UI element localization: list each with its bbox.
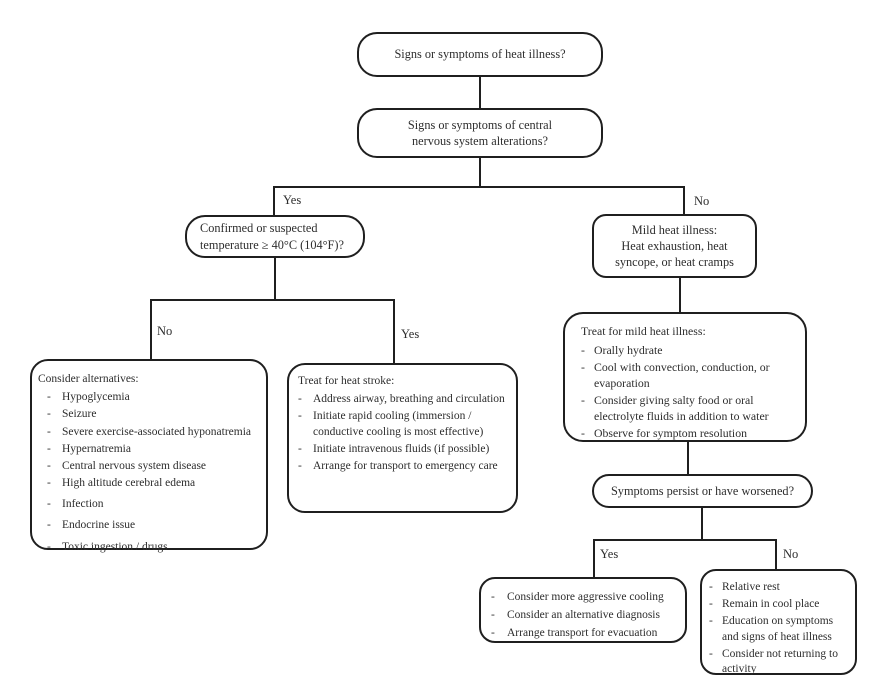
node-consider-alternatives (30, 359, 268, 553)
edge-label-persist-yes: Yes (600, 547, 619, 561)
dash-bullet: - (581, 360, 585, 375)
dash-bullet: - (581, 342, 585, 357)
edge-label-cns-no: No (694, 194, 710, 208)
node-symptoms-persist (592, 474, 813, 508)
node-title: Treat for mild heat illness: (581, 324, 706, 338)
dash-bullet: - (491, 609, 495, 622)
dash-bullet: - (491, 627, 495, 640)
dash-bullet: - (709, 598, 713, 611)
dash-bullet: - (47, 459, 51, 472)
list-item: - High altitude cerebral edema (38, 476, 260, 491)
list-item: - Arrange transport for evacuation (491, 626, 680, 641)
dash-bullet: - (709, 647, 713, 660)
list-item: - Endocrine issue (38, 518, 260, 533)
node-mild-heat-illness (592, 214, 757, 278)
edge-label-cns-yes: Yes (283, 193, 302, 207)
node-text: temperature ≥ 40°C (104°F)? (200, 237, 344, 252)
list-item: - Infection (38, 497, 260, 512)
dash-bullet: - (581, 426, 585, 441)
list-item: - Consider more aggressive cooling (491, 590, 680, 605)
list-item: - Arrange for transport to emergency care (298, 459, 511, 474)
node-text: Confirmed or suspected (200, 221, 318, 236)
list-item: - Relative rest (709, 580, 851, 595)
list-item: - Central nervous system disease (38, 459, 260, 474)
edge-label-temp-no: No (157, 324, 173, 338)
dash-bullet: - (709, 581, 713, 593)
dash-bullet: - (47, 425, 51, 438)
dash-bullet: - (47, 519, 51, 532)
connector-no-to-rest (775, 539, 777, 569)
node-signs-heat-illness (357, 32, 603, 77)
dash-bullet: - (491, 591, 495, 603)
node-text: Signs or symptoms of heat illness? (394, 47, 566, 62)
node-text: Heat exhaustion, heat syncope, or heat cramps (615, 238, 734, 270)
list-item: - Initiate intravenous fluids (if possible) (298, 442, 511, 457)
edge-label-temp-yes: Yes (401, 327, 420, 341)
list-item: - Orally hydrate (581, 342, 663, 357)
list-item: - Consider giving salty food or oral electrolyte fluids in addition to water (581, 393, 769, 423)
list-item: - Consider not returning to activity (709, 647, 851, 677)
connector-persist-down (701, 508, 703, 541)
list-item: - Address airway, breathing and circulation (298, 392, 511, 407)
connector-temperature-split (150, 299, 395, 301)
node-temperature-question (185, 215, 365, 258)
connector-yes-to-heat-stroke (393, 299, 395, 363)
connector-temperature-down (274, 258, 276, 301)
list-item: - Severe exercise-associated hyponatremia (38, 425, 260, 440)
list-item: - Hypernatremia (38, 442, 260, 457)
list-item: - Consider an alternative diagnosis (491, 608, 680, 623)
node-treat-mild-heat-illness (563, 312, 807, 442)
node-aggressive-cooling (479, 577, 687, 643)
dash-bullet: - (298, 442, 302, 455)
list-item: - Cool with convection, conduction, or evaporation (581, 360, 770, 390)
connector-yes-to-aggressive (593, 539, 595, 577)
edge-label-persist-no: No (783, 547, 799, 561)
connector-heat-to-cns (479, 77, 481, 108)
node-text: Signs or symptoms of central (407, 117, 553, 132)
dash-bullet: - (298, 459, 302, 472)
node-title: Consider alternatives: (38, 373, 139, 385)
node-text: Mild heat illness: (631, 222, 718, 237)
list-item: - Initiate rapid cooling (immersion / conductive cooling is most effective) (298, 409, 511, 439)
node-text: Symptoms persist or have worsened? (610, 483, 795, 498)
dash-bullet: - (47, 408, 51, 421)
dash-bullet: - (298, 393, 302, 406)
connector-yes-to-temperature (273, 186, 275, 215)
connector-no-to-alternatives (150, 299, 152, 359)
dash-bullet: - (581, 393, 585, 408)
list-item: - Observe for symptom resolution (581, 426, 748, 441)
list-item: - Hypoglycemia (38, 390, 260, 405)
list-item: - Education on symptoms and signs of heat illness (709, 614, 851, 644)
connector-mild-to-treatment (679, 278, 681, 312)
dash-bullet: - (47, 540, 51, 553)
list-item: - Toxic ingestion / drugs (38, 540, 260, 555)
connector-cns-down (479, 158, 481, 188)
node-signs-cns (357, 108, 603, 158)
node-relative-rest (700, 569, 857, 675)
list-item: - Seizure (38, 407, 260, 422)
node-title: Treat for heat stroke: (298, 375, 395, 387)
dash-bullet: - (47, 391, 51, 404)
connector-persist-split (593, 539, 777, 541)
connector-cns-split (273, 186, 685, 188)
dash-bullet: - (47, 477, 51, 490)
node-text: nervous system alterations? (412, 134, 548, 148)
dash-bullet: - (47, 498, 51, 511)
connector-treatment-to-persist (687, 442, 689, 474)
list-item: - Remain in cool place (709, 597, 851, 612)
dash-bullet: - (709, 615, 713, 628)
dash-bullet: - (298, 410, 302, 423)
connector-no-to-mild (683, 186, 685, 214)
node-treat-heat-stroke (287, 363, 518, 513)
dash-bullet: - (47, 442, 51, 455)
